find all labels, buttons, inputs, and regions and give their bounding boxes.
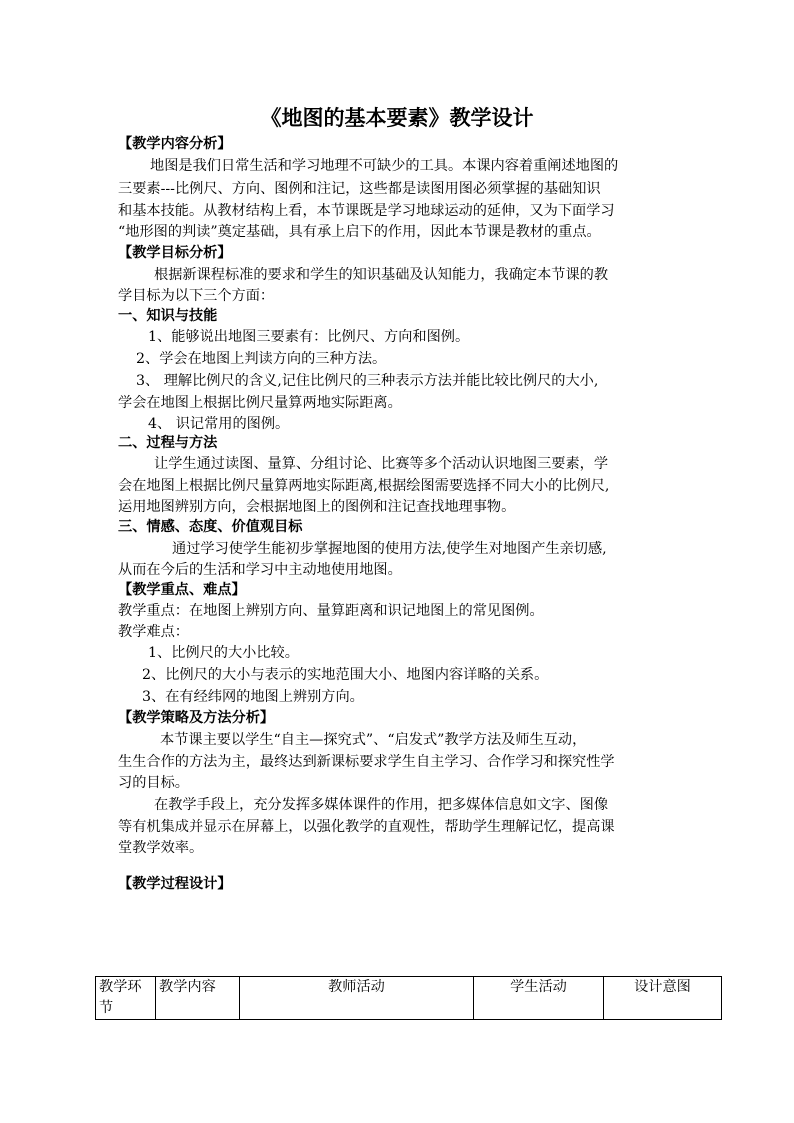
subheading-knowledge-skills: 一、知识与技能 [118,308,218,324]
paragraph-line: 地图是我们日常生活和学习地理不可缺少的工具。本课内容着重阐述地图的 [150,158,619,174]
section-heading-key-points: 【教学重点、难点】 [118,582,246,598]
paragraph-line: 本节课主要以学生“自主—探究式”、“启发式”教学方法及师生互动， [160,732,587,748]
paragraph-line: “地形图的判读”奠定基础，具有承上启下的作用，因此本节课是教材的重点。 [118,224,601,240]
document-title: 《地图的基本要素》教学设计 [260,105,534,130]
paragraph-line: 和基本技能。从教材结构上看，本节课既是学习地球运动的延伸，又为下面学习 [118,203,615,219]
paragraph-line: 堂教学效率。 [118,840,204,856]
paragraph-line: 根据新课程标准的要求和学生的知识基础及认知能力，我确定本节课的教 [154,267,609,283]
paragraph-line: 教学重点：在地图上辨别方向、量算距离和识记地图上的常见图例。 [118,603,544,619]
paragraph-line: 运用地图辨别方向，会根据地图上的图例和注记查找地理事物。 [118,499,516,515]
list-item: 1、能够说出地图三要素有：比例尺、方向和图例。 [148,329,470,345]
subheading-process-methods: 二、过程与方法 [118,435,218,451]
table-header-cell: 教学内容 [156,977,240,1020]
table-header-cell: 教师活动 [240,977,474,1020]
paragraph-line: 学目标为以下三个方面： [118,288,275,304]
section-heading-content-analysis: 【教学内容分析】 [118,136,232,152]
table-header-cell: 设计意图 [604,977,722,1020]
paragraph-line: 在教学手段上，充分发挥多媒体课件的作用，把多媒体信息如文字、图像 [154,797,609,813]
paragraph-line: 学会在地图上根据比例尺量算两地实际距离。 [118,395,402,411]
section-heading-process-design: 【教学过程设计】 [118,876,232,892]
section-heading-strategy: 【教学策略及方法分析】 [118,710,275,726]
table-header-row [96,977,722,1020]
paragraph-line: 让学生通过读图、量算、分组讨论、比赛等多个活动认识地图三要素，学 [154,456,609,472]
list-item: 2、比例尺的大小与表示的实地范围大小、地图内容详略的关系。 [142,667,549,683]
list-item: 4、 识记常用的图例。 [148,416,290,432]
list-item: 1、比例尺的大小比较。 [148,645,299,661]
table-header-cell: 教学环节 [96,977,156,1020]
paragraph-line: 会在地图上根据比例尺量算两地实际距离,根据绘图需要选择不同大小的比例尺, [118,478,610,494]
paragraph-line: 习的目标。 [118,775,189,791]
paragraph-line: 生生合作的方法为主，最终达到新课标要求学生自主学习、合作学习和探究性学 [118,754,615,770]
list-item: 3、 理解比例尺的含义,记住比例尺的三种表示方法并能比较比例尺的大小, [136,373,599,389]
subheading-emotions-values: 三、情感、态度、价值观目标 [118,519,303,535]
section-heading-objectives: 【教学目标分析】 [118,245,232,261]
teaching-process-table [95,976,722,1020]
paragraph-line: 教学难点： [118,624,189,640]
list-item: 3、在有经纬网的地图上辨别方向。 [142,689,364,705]
paragraph-line: 通过学习使学生能初步掌握地图的使用方法,使学生对地图产生亲切感, [172,541,607,557]
paragraph-line: 等有机集成并显示在屏幕上，以强化教学的直观性，帮助学生理解记忆，提高课 [118,819,615,835]
table-header-cell: 学生活动 [474,977,604,1020]
paragraph-line: 从而在今后的生活和学习中主动地使用地图。 [118,562,402,578]
paragraph-line: 三要素---比例尺、方向、图例和注记，这些都是读图用图必须掌握的基础知识 [118,181,601,197]
list-item: 2、学会在地图上判读方向的三种方法。 [136,351,387,367]
